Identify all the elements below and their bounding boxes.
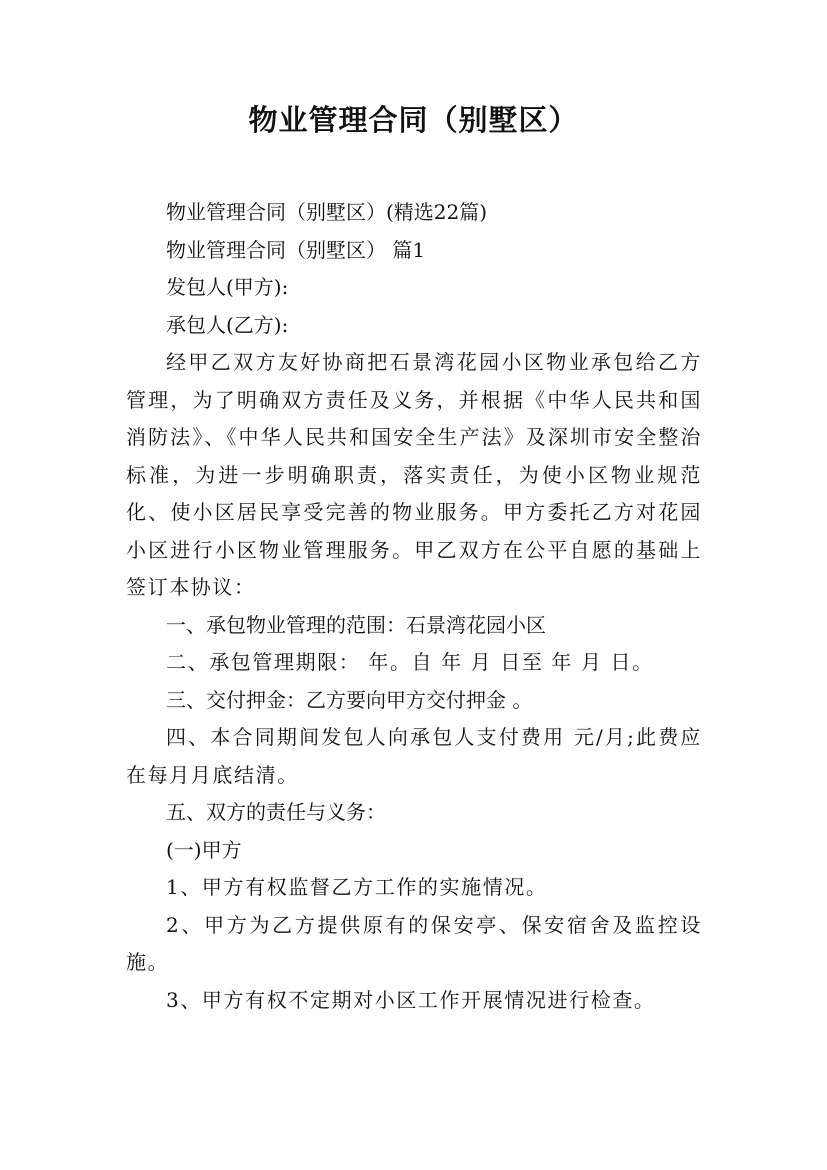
document-body [126,194,702,1019]
paragraph-duties-heading: 五、双方的责任与义务： [166,800,386,824]
paragraph-scope: 一、承包物业管理的范围：石景湾花园小区 [166,612,546,637]
paragraph-deposit: 三、交付押金：乙方要向甲方交付押金 。 [166,687,533,712]
paragraph-clause-1: 1、甲方有权监督乙方工作的实施情况。 [166,875,548,899]
paragraph-subtitle: 物业管理合同（别墅区）(精选22篇) [166,200,488,224]
paragraph-fee: 四、本合同期间发包人向承包人支付费用 元/月;此费应在每月月底结清。 [126,725,702,787]
paragraph-section-heading: 物业管理合同（别墅区） 篇1 [166,237,426,262]
paragraph-party-a-heading: (一)甲方 [166,837,242,862]
paragraph-clause-2: 2、甲方为乙方提供原有的保安亭、保安宿舍及监控设施。 [126,912,702,974]
paragraph-party-a: 发包人(甲方): [166,275,289,299]
document-title: 物业管理合同（别墅区） [248,103,579,137]
paragraph-party-b: 承包人(乙方): [166,312,289,337]
paragraph-clause-3: 3、甲方有权不定期对小区工作开展情况进行检查。 [166,987,656,1012]
paragraph-preamble: 经甲乙双方友好协商把石景湾花园小区物业承包给乙方管理，为了明确双方责任及义务，并根据《中华人民共和国消防法》、《中华人民共和国安全生产法》及深圳市安全整治标准，为进一步明确职责，落实责任，为使小区物业规范化、使小区居民享受完善的物业服务。甲方委托乙方对花园小区进行小区物业管理服务。甲乙双方在公平自愿的基础上签订本协议： [126,350,702,599]
paragraph-term: 二、承包管理期限： 年。自 年 月 日至 年 月 日。 [166,650,654,674]
